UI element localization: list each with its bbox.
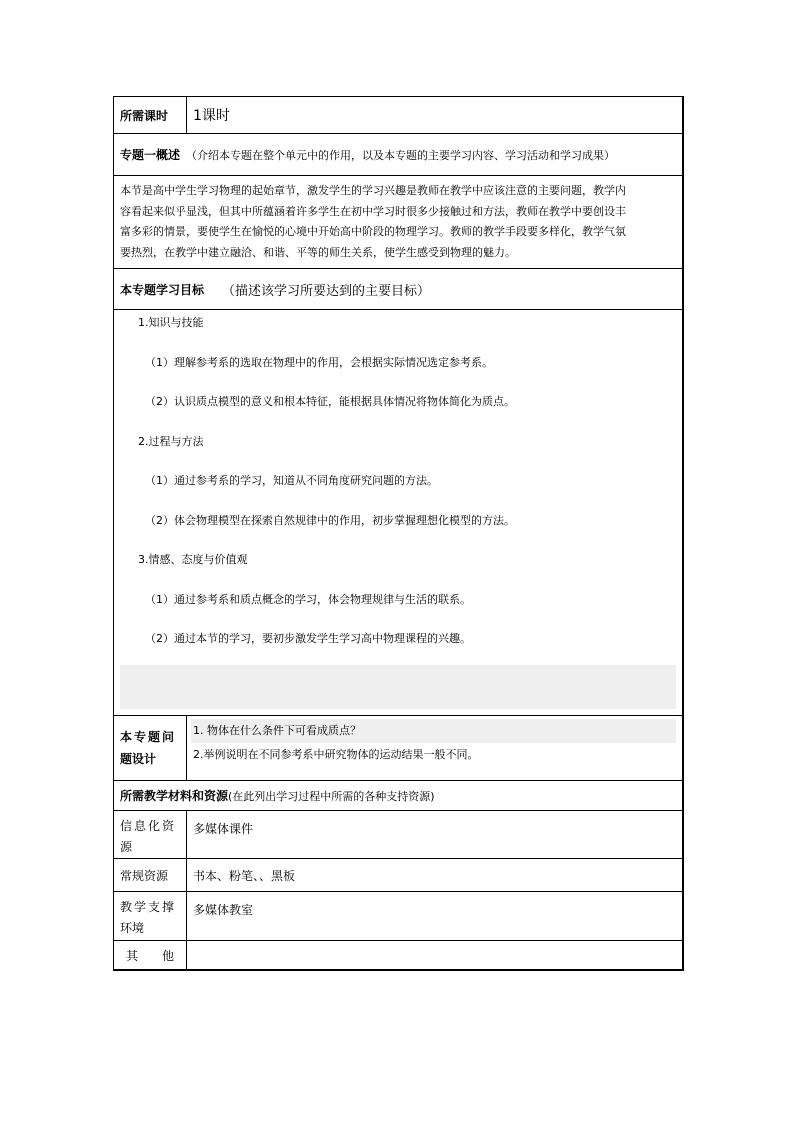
resource-label: 教学支撑 xyxy=(120,900,177,914)
question-item: 1. 物体在什么条件下可看成质点？ xyxy=(191,719,676,743)
objectives-shaded-area xyxy=(120,665,676,709)
lesson-plan-table xyxy=(113,96,684,971)
duration-value-cell xyxy=(187,97,682,133)
resource-row xyxy=(114,811,682,859)
duration-label: 所需课时 xyxy=(120,108,169,123)
resource-row xyxy=(114,859,682,892)
objective-heading: 2.过程与方法 xyxy=(138,434,204,448)
resource-label: 环境 xyxy=(120,921,145,935)
questions-row xyxy=(114,716,682,781)
resource-value-cell xyxy=(187,811,682,858)
question-item: 2.举例说明在不同参考系中研究物体的运动结果一般不同。 xyxy=(193,748,479,761)
questions-label: 本专题问 xyxy=(120,730,177,744)
resource-value-cell xyxy=(187,941,682,969)
duration-label-cell xyxy=(114,97,187,133)
objective-heading: 1.知识与技能 xyxy=(138,316,204,329)
objectives-header-row xyxy=(114,269,682,310)
overview-text-row xyxy=(114,176,682,269)
overview-line: 富多彩的情景，要使学生在愉悦的心境中开始高中阶段的物理学习。教师的教学手段要多样化，教学气氛 xyxy=(120,225,626,238)
duration-value: 1课时 xyxy=(193,108,230,124)
overview-line: 本节是高中学生学习物理的起始章节，激发学生的学习兴趣是教师在教学中应该注意的主要问题，教学内 xyxy=(120,184,626,197)
resource-label-cell xyxy=(114,811,187,858)
resource-value: 多媒体教室 xyxy=(193,903,254,917)
duration-row xyxy=(114,97,682,134)
objectives-body-row xyxy=(114,310,682,716)
overview-line: 容看起来似乎显浅，但其中所蕴涵着许多学生在初中学习时很多少接触过和方法，教师在教学中要创设丰 xyxy=(120,204,626,218)
objectives-note: （描述该学习所要达到的主要目标） xyxy=(222,283,431,299)
objectives-label: 本专题学习目标 xyxy=(120,282,205,297)
resource-row xyxy=(114,941,682,969)
objective-item: （1）理解参考系的选取在物理中的作用，会根据实际情况选定参考系。 xyxy=(145,355,493,369)
resources-header-row xyxy=(114,781,682,811)
resource-value-cell xyxy=(187,859,682,891)
resource-label: 信息化资 xyxy=(120,819,177,833)
objective-heading: 3.情感、态度与价值观 xyxy=(138,553,248,566)
resource-label-cell xyxy=(114,859,187,891)
questions-list-cell xyxy=(187,716,682,780)
objective-item: （2）认识质点模型的意义和根本特征，能根据具体情况将物体简化为质点。 xyxy=(145,395,515,408)
resources-note: (在此列出学习过程中所需的各种支持资源) xyxy=(228,789,435,803)
overview-line: 要热烈，在教学中建立融洽、和谐、平等的师生关系，使学生感受到物理的魅力。 xyxy=(120,245,516,259)
resources-label: 所需教学材料和资源 xyxy=(120,789,229,803)
resource-label: 其 他 xyxy=(126,948,175,963)
resource-label-cell xyxy=(114,941,187,969)
objective-item: （1）通过参考系和质点概念的学习，体会物理规律与生活的联系。 xyxy=(145,592,471,606)
questions-label-cell xyxy=(114,716,187,780)
objective-item: （2）体会物理模型在探索自然规律中的作用，初步掌握理想化模型的方法。 xyxy=(145,513,515,527)
resource-value: 多媒体课件 xyxy=(193,822,254,836)
resource-value: 书本、粉笔、、黑板 xyxy=(193,868,296,883)
overview-note: （介绍本专题在整个单元中的作用，以及本专题的主要学习内容、学习活动和学习成果） xyxy=(186,148,616,162)
objective-item: （2）通过本节的学习，要初步激发学生学习高中物理课程的兴趣。 xyxy=(145,632,471,645)
overview-label: 专题一概述 xyxy=(120,148,181,162)
resource-value-cell xyxy=(187,892,682,940)
overview-header-row xyxy=(114,134,682,176)
resource-label: 源 xyxy=(120,840,133,854)
resource-label-cell xyxy=(114,892,187,940)
questions-label: 题设计 xyxy=(120,752,157,766)
objective-item: （1）通过参考系的学习，知道从不同角度研究问题的方法。 xyxy=(145,474,438,487)
resource-label: 常规资源 xyxy=(120,868,169,883)
resource-row xyxy=(114,892,682,941)
